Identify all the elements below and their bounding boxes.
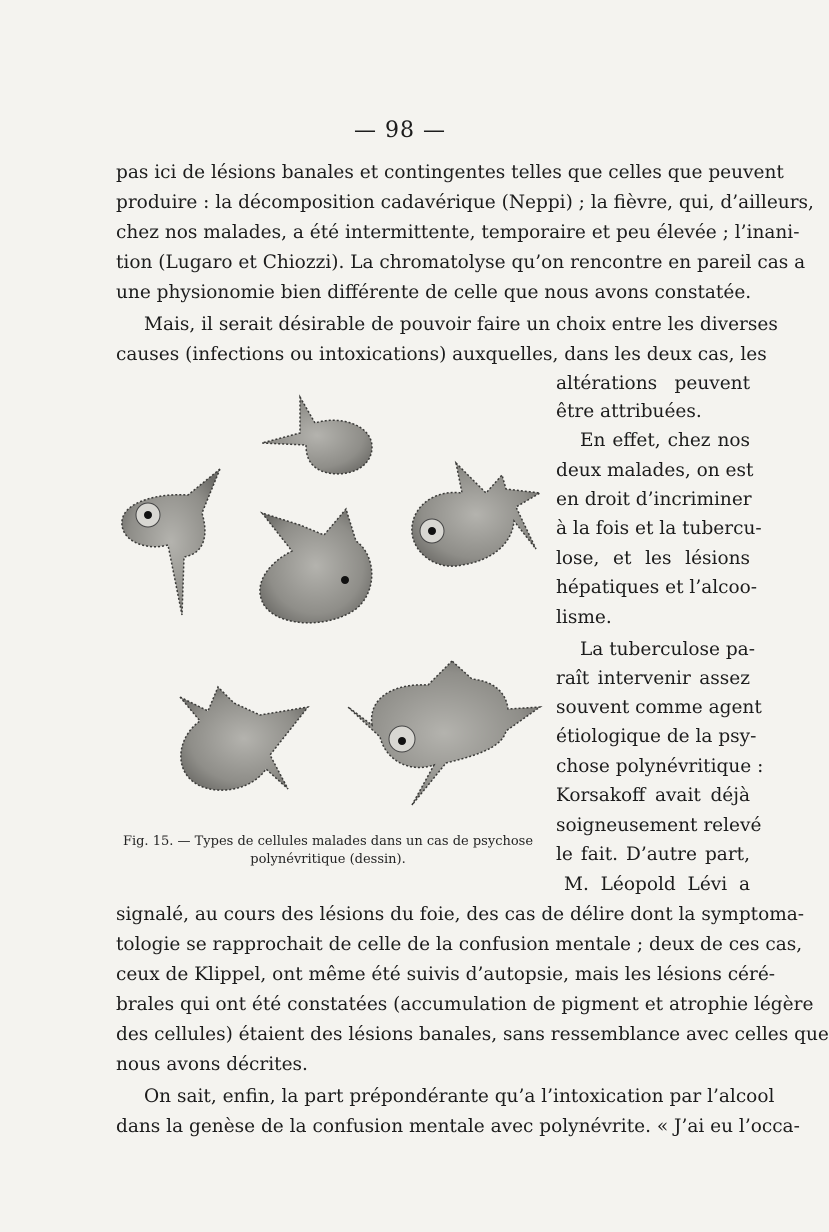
cell-4 — [412, 463, 540, 566]
text-line: Mais, il serait désirable de pouvoir faire un choix entre les diverses — [144, 314, 778, 335]
text-line: une physionomie bien différente de celle que nous avons constatée. — [116, 282, 752, 303]
text-line: pas ici de lésions banales et contingentes telles que celles que peuvent — [116, 162, 784, 183]
text-line: chez nos malades, a été intermittente, temporaire et peu élevée ; l’inani- — [116, 222, 800, 243]
column-line: soigneusement relevé — [556, 815, 762, 836]
column-line: lose, et les lésions — [556, 548, 750, 569]
cell-3 — [260, 509, 372, 623]
column-line: En effet, chez nos — [580, 430, 750, 451]
text-line: des cellules) étaient des lésions banales, sans ressemblance avec celles que — [116, 1024, 829, 1045]
cell-1 — [262, 397, 372, 474]
text-line: brales qui ont été constatées (accumulation de pigment et atrophie légère — [116, 994, 814, 1015]
text-line: On sait, enfin, la part prépondérante qu’a l’intoxication par l’alcool — [144, 1086, 775, 1107]
column-line: altérations peuvent — [556, 373, 750, 394]
text-line: signalé, au cours des lésions du foie, des cas de délire dont la symptoma- — [116, 904, 805, 925]
caption-line-2: polynévritique (dessin). — [250, 852, 406, 867]
text-line: tologie se rapprochait de celle de la confusion mentale ; deux de ces cas, — [116, 934, 803, 955]
cell-5 — [180, 687, 308, 790]
column-line: deux malades, on est — [556, 460, 754, 481]
column-line: à la fois et la tubercu- — [556, 518, 762, 539]
text-line: tion (Lugaro et Chiozzi). La chromatolyse qu’on rencontre en pareil cas a — [116, 252, 806, 273]
column-line: être attribuées. — [556, 401, 702, 422]
column-line: hépatiques et l’alcoo- — [556, 577, 758, 598]
text-line: causes (infections ou intoxications) auxquelles, dans les deux cas, les — [116, 344, 767, 365]
cell-illustration — [110, 385, 550, 825]
cell-2 — [122, 469, 220, 615]
text-line: nous avons décrites. — [116, 1054, 308, 1075]
column-line: raît intervenir assez — [556, 668, 750, 689]
text-line: produire : la décomposition cadavérique (Neppi) ; la fièvre, qui, d’ailleurs, — [116, 192, 814, 213]
text-line: ceux de Klippel, ont même été suivis d’autopsie, mais les lésions céré- — [116, 964, 776, 985]
column-line: La tuberculose pa- — [580, 639, 755, 660]
column-line: le fait. D’autre part, — [556, 844, 750, 865]
column-line: en droit d’incriminer — [556, 489, 752, 510]
column-line: lisme. — [556, 607, 612, 628]
column-line: M. Léopold Lévi a — [564, 874, 750, 895]
figure-caption — [118, 833, 538, 869]
column-line: chose polynévritique : — [556, 756, 764, 777]
column-line: Korsakoff avait déjà — [556, 785, 750, 806]
column-line: étiologique de la psy- — [556, 726, 757, 747]
cell-6 — [348, 661, 540, 805]
page-number: — 98 — — [354, 118, 446, 143]
caption-line-1: Fig. 15. — Types de cellules malades dans un cas de psychose — [122, 834, 534, 849]
text-line: dans la genèse de la confusion mentale avec polynévrite. « J’ai eu l’occa- — [116, 1116, 800, 1137]
column-line: souvent comme agent — [556, 697, 762, 718]
